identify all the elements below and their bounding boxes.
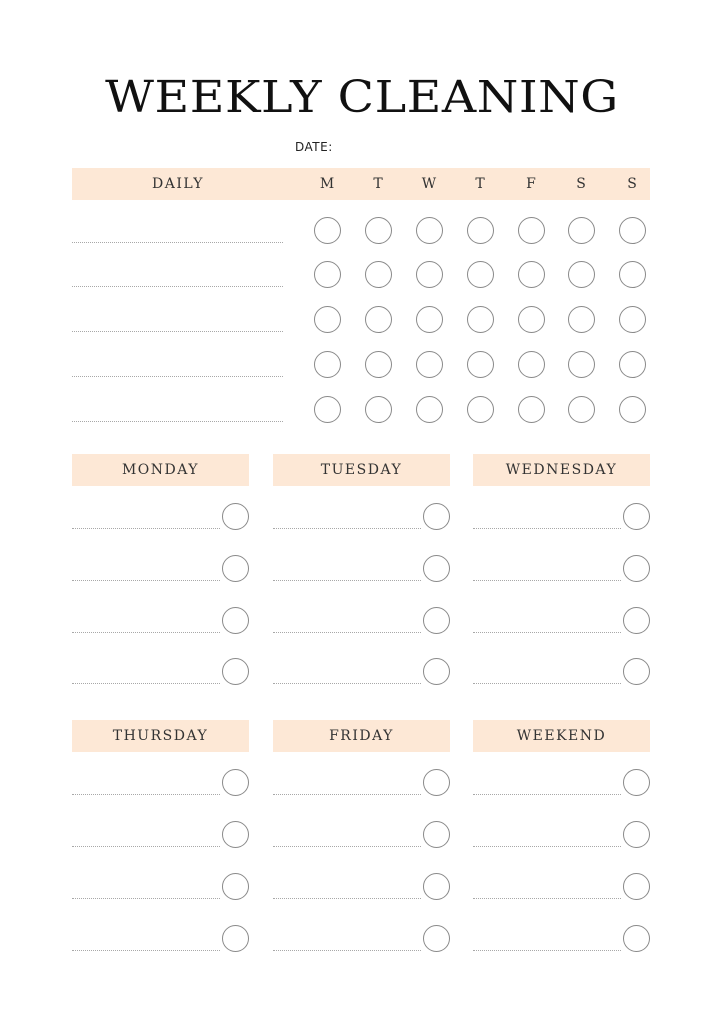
- daily-checkbox[interactable]: [518, 306, 545, 333]
- daily-checkbox[interactable]: [619, 261, 646, 288]
- friday-task-line[interactable]: [273, 898, 421, 899]
- day-column-1: T: [373, 176, 383, 192]
- day-column-0: M: [319, 176, 335, 192]
- monday-task-line[interactable]: [72, 632, 220, 633]
- daily-task-line[interactable]: [72, 331, 283, 332]
- thursday-task-line[interactable]: [72, 950, 220, 951]
- daily-checkbox[interactable]: [416, 396, 443, 423]
- friday-checkbox[interactable]: [423, 821, 450, 848]
- monday-checkbox[interactable]: [222, 555, 249, 582]
- tuesday-task-line[interactable]: [273, 528, 421, 529]
- friday-checkbox[interactable]: [423, 925, 450, 952]
- daily-checkbox[interactable]: [314, 261, 341, 288]
- daily-task-line[interactable]: [72, 286, 283, 287]
- friday-task-line[interactable]: [273, 794, 421, 795]
- monday-task-line[interactable]: [72, 683, 220, 684]
- thursday-checkbox[interactable]: [222, 925, 249, 952]
- weekend-task-line[interactable]: [473, 950, 621, 951]
- weekend-task-line[interactable]: [473, 846, 621, 847]
- daily-task-line[interactable]: [72, 376, 283, 377]
- wednesday-header-label: WEDNESDAY: [505, 462, 618, 478]
- weekend-checkbox[interactable]: [623, 769, 650, 796]
- thursday-checkbox[interactable]: [222, 821, 249, 848]
- tuesday-checkbox[interactable]: [423, 555, 450, 582]
- wednesday-checkbox[interactable]: [623, 503, 650, 530]
- weekend-header-label: WEEKEND: [516, 728, 607, 744]
- wednesday-checkbox[interactable]: [623, 658, 650, 685]
- tuesday-task-line[interactable]: [273, 580, 421, 581]
- daily-checkbox[interactable]: [619, 351, 646, 378]
- monday-checkbox[interactable]: [222, 503, 249, 530]
- daily-checkbox[interactable]: [416, 217, 443, 244]
- daily-checkbox[interactable]: [467, 306, 494, 333]
- daily-checkbox[interactable]: [619, 306, 646, 333]
- daily-checkbox[interactable]: [568, 351, 595, 378]
- day-column-5: S: [576, 176, 586, 192]
- daily-checkbox[interactable]: [314, 396, 341, 423]
- daily-checkbox[interactable]: [467, 396, 494, 423]
- day-column-2: W: [421, 176, 437, 192]
- daily-checkbox[interactable]: [416, 351, 443, 378]
- day-column-4: F: [526, 176, 536, 192]
- wednesday-checkbox[interactable]: [623, 555, 650, 582]
- wednesday-task-line[interactable]: [473, 683, 621, 684]
- daily-checkbox[interactable]: [416, 306, 443, 333]
- thursday-header-label: THURSDAY: [112, 728, 209, 744]
- daily-checkbox[interactable]: [314, 306, 341, 333]
- daily-checkbox[interactable]: [365, 217, 392, 244]
- wednesday-checkbox[interactable]: [623, 607, 650, 634]
- daily-checkbox[interactable]: [568, 261, 595, 288]
- friday-checkbox[interactable]: [423, 873, 450, 900]
- monday-task-line[interactable]: [72, 580, 220, 581]
- thursday-task-line[interactable]: [72, 846, 220, 847]
- tuesday-task-line[interactable]: [273, 632, 421, 633]
- daily-header-label: DAILY: [151, 176, 204, 192]
- daily-checkbox[interactable]: [619, 396, 646, 423]
- daily-task-line[interactable]: [72, 242, 283, 243]
- thursday-checkbox[interactable]: [222, 769, 249, 796]
- day-column-6: S: [627, 176, 637, 192]
- daily-checkbox[interactable]: [518, 261, 545, 288]
- daily-checkbox[interactable]: [518, 396, 545, 423]
- friday-task-line[interactable]: [273, 950, 421, 951]
- tuesday-task-line[interactable]: [273, 683, 421, 684]
- day-column-3: T: [475, 176, 485, 192]
- daily-checkbox[interactable]: [568, 217, 595, 244]
- weekend-task-line[interactable]: [473, 794, 621, 795]
- date-label: DATE:: [295, 140, 333, 154]
- thursday-task-line[interactable]: [72, 794, 220, 795]
- wednesday-task-line[interactable]: [473, 580, 621, 581]
- daily-checkbox[interactable]: [518, 351, 545, 378]
- monday-checkbox[interactable]: [222, 658, 249, 685]
- thursday-task-line[interactable]: [72, 898, 220, 899]
- friday-checkbox[interactable]: [423, 769, 450, 796]
- monday-task-line[interactable]: [72, 528, 220, 529]
- daily-task-line[interactable]: [72, 421, 283, 422]
- tuesday-checkbox[interactable]: [423, 658, 450, 685]
- thursday-checkbox[interactable]: [222, 873, 249, 900]
- weekend-task-line[interactable]: [473, 898, 621, 899]
- daily-checkbox[interactable]: [467, 351, 494, 378]
- daily-checkbox[interactable]: [467, 217, 494, 244]
- daily-checkbox[interactable]: [365, 261, 392, 288]
- daily-checkbox[interactable]: [467, 261, 494, 288]
- daily-checkbox[interactable]: [365, 306, 392, 333]
- monday-checkbox[interactable]: [222, 607, 249, 634]
- daily-checkbox[interactable]: [568, 396, 595, 423]
- weekend-checkbox[interactable]: [623, 873, 650, 900]
- friday-header-label: FRIDAY: [329, 728, 394, 744]
- weekend-checkbox[interactable]: [623, 821, 650, 848]
- friday-task-line[interactable]: [273, 846, 421, 847]
- monday-header-label: MONDAY: [121, 462, 200, 478]
- daily-checkbox[interactable]: [518, 217, 545, 244]
- page-title: WEEKLY CLEANING: [105, 72, 619, 123]
- tuesday-checkbox[interactable]: [423, 503, 450, 530]
- daily-checkbox[interactable]: [416, 261, 443, 288]
- daily-checkbox[interactable]: [365, 396, 392, 423]
- daily-checkbox[interactable]: [314, 217, 341, 244]
- wednesday-task-line[interactable]: [473, 632, 621, 633]
- tuesday-checkbox[interactable]: [423, 607, 450, 634]
- daily-checkbox[interactable]: [568, 306, 595, 333]
- tuesday-header-label: TUESDAY: [320, 462, 403, 478]
- weekend-checkbox[interactable]: [623, 925, 650, 952]
- daily-checkbox[interactable]: [365, 351, 392, 378]
- wednesday-task-line[interactable]: [473, 528, 621, 529]
- daily-checkbox[interactable]: [619, 217, 646, 244]
- daily-checkbox[interactable]: [314, 351, 341, 378]
